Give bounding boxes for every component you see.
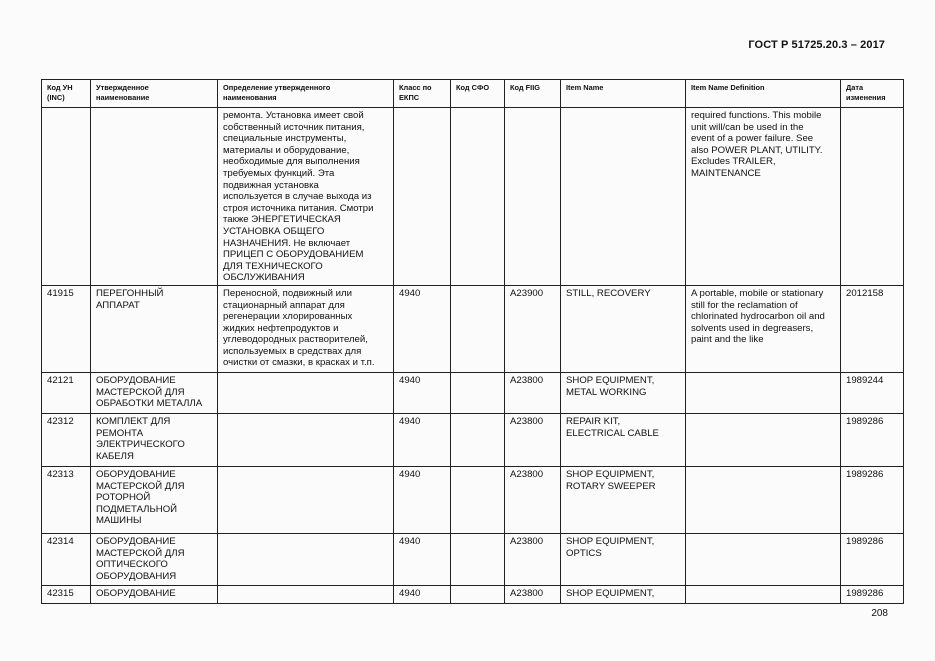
cell-item-definition	[686, 466, 841, 533]
table-row	[42, 285, 904, 372]
cell-class: 4940	[394, 285, 451, 372]
col-header-item-definition: Item Name Definition	[686, 80, 841, 108]
cell-date: 1989286	[841, 466, 904, 533]
table-row	[42, 413, 904, 466]
cell-item-definition	[686, 533, 841, 585]
col-header-date: Дата изменения	[841, 80, 904, 108]
cell-sfo	[451, 372, 505, 413]
table-row	[42, 466, 904, 533]
cell-fiig: A23800	[505, 585, 561, 603]
col-header-inc: Код УН (INC)	[42, 80, 91, 108]
table-row	[42, 585, 904, 603]
cell-item-name: SHOP EQUIPMENT,	[561, 585, 686, 603]
cell-approved-name: ОБОРУДОВАНИЕ МАСТЕРСКОЙ ДЛЯ ОБРАБОТКИ МЕТАЛЛА	[91, 372, 218, 413]
cell-class: 4940	[394, 413, 451, 466]
cell-approved-name: ОБОРУДОВАНИЕ МАСТЕРСКОЙ ДЛЯ РОТОРНОЙ ПОДМЕТАЛЬНОЙ МАШИНЫ	[91, 466, 218, 533]
cell-date: 1989286	[841, 533, 904, 585]
cell-item-definition: A portable, mobile or stationary still for the reclamation of chlorinated hydrocarbon oil and solvents used in degreasers, paint and the like	[686, 285, 841, 372]
document-header: ГОСТ Р 51725.20.3 – 2017	[748, 39, 885, 51]
table-row	[42, 108, 904, 286]
cell-inc: 42314	[42, 533, 91, 585]
col-header-class: Класс по ЕКПС	[394, 80, 451, 108]
nomenclature-table	[41, 79, 904, 604]
cell-inc: 42121	[42, 372, 91, 413]
cell-definition	[218, 466, 394, 533]
cell-approved-name: ПЕРЕГОННЫЙ АППАРАТ	[91, 285, 218, 372]
col-header-fiig: Код FIIG	[505, 80, 561, 108]
cell-sfo	[451, 108, 505, 286]
cell-definition	[218, 372, 394, 413]
cell-date: 1989244	[841, 372, 904, 413]
table-row	[42, 533, 904, 585]
cell-class	[394, 108, 451, 286]
cell-item-name: SHOP EQUIPMENT, METAL WORKING	[561, 372, 686, 413]
cell-item-name: SHOP EQUIPMENT, OPTICS	[561, 533, 686, 585]
cell-fiig: A23800	[505, 533, 561, 585]
cell-sfo	[451, 466, 505, 533]
cell-approved-name: ОБОРУДОВАНИЕ	[91, 585, 218, 603]
cell-item-definition	[686, 585, 841, 603]
cell-fiig: A23800	[505, 372, 561, 413]
cell-item-name: SHOP EQUIPMENT, ROTARY SWEEPER	[561, 466, 686, 533]
table-header-row	[42, 80, 904, 108]
col-header-sfo: Код СФО	[451, 80, 505, 108]
cell-sfo	[451, 585, 505, 603]
cell-inc	[42, 108, 91, 286]
cell-item-name: STILL, RECOVERY	[561, 285, 686, 372]
cell-sfo	[451, 413, 505, 466]
cell-class: 4940	[394, 372, 451, 413]
cell-date: 2012158	[841, 285, 904, 372]
cell-definition: ремонта. Установка имеет свой собственный источник питания, специальные инструменты, материалы и оборудование, необходимые для выполнения требуемых функций. Эта подвижная установка используется в случае выхода из строя источника питания. Смотри также ЭНЕРГЕТИЧЕСКАЯ УСТАНОВКА ОБЩЕГО НАЗНАЧЕНИЯ. Не включает ПРИЦЕП С ОБОРУДОВАНИЕМ ДЛЯ ТЕХНИЧЕСКОГО ОБСЛУЖИВАНИЯ	[218, 108, 394, 286]
cell-date: 1989286	[841, 585, 904, 603]
page-number: 208	[871, 608, 888, 619]
cell-inc: 42313	[42, 466, 91, 533]
cell-fiig: A23900	[505, 285, 561, 372]
col-header-item-name: Item Name	[561, 80, 686, 108]
cell-sfo	[451, 285, 505, 372]
cell-approved-name: ОБОРУДОВАНИЕ МАСТЕРСКОЙ ДЛЯ ОПТИЧЕСКОГО ОБОРУДОВАНИЯ	[91, 533, 218, 585]
cell-item-name: REPAIR KIT, ELECTRICAL CABLE	[561, 413, 686, 466]
cell-inc: 42312	[42, 413, 91, 466]
cell-date: 1989286	[841, 413, 904, 466]
cell-item-definition	[686, 413, 841, 466]
cell-item-definition: required functions. This mobile unit will/can be used in the event of a power failure. See also POWER PLANT, UTILITY. Excludes TRAILER, MAINTENANCE	[686, 108, 841, 286]
cell-definition	[218, 413, 394, 466]
col-header-definition: Определение утвержденного наименования	[218, 80, 394, 108]
cell-class: 4940	[394, 585, 451, 603]
cell-date	[841, 108, 904, 286]
cell-class: 4940	[394, 466, 451, 533]
cell-definition: Переносной, подвижный или стационарный аппарат для регенерации хлорированных жидких нефтепродуктов и углеводородных растворителей, используемых в средствах для очистки от смазки, в красках и т.п.	[218, 285, 394, 372]
cell-approved-name: КОМПЛЕКТ ДЛЯ РЕМОНТА ЭЛЕКТРИЧЕСКОГО КАБЕЛЯ	[91, 413, 218, 466]
cell-approved-name	[91, 108, 218, 286]
col-header-approved-name: Утвержденное наименование	[91, 80, 218, 108]
cell-inc: 41915	[42, 285, 91, 372]
cell-sfo	[451, 533, 505, 585]
table-row	[42, 372, 904, 413]
cell-class: 4940	[394, 533, 451, 585]
cell-fiig	[505, 108, 561, 286]
cell-definition	[218, 533, 394, 585]
cell-definition	[218, 585, 394, 603]
cell-item-definition	[686, 372, 841, 413]
cell-fiig: A23800	[505, 466, 561, 533]
cell-item-name	[561, 108, 686, 286]
table-body	[42, 108, 904, 604]
cell-inc: 42315	[42, 585, 91, 603]
cell-fiig: A23800	[505, 413, 561, 466]
